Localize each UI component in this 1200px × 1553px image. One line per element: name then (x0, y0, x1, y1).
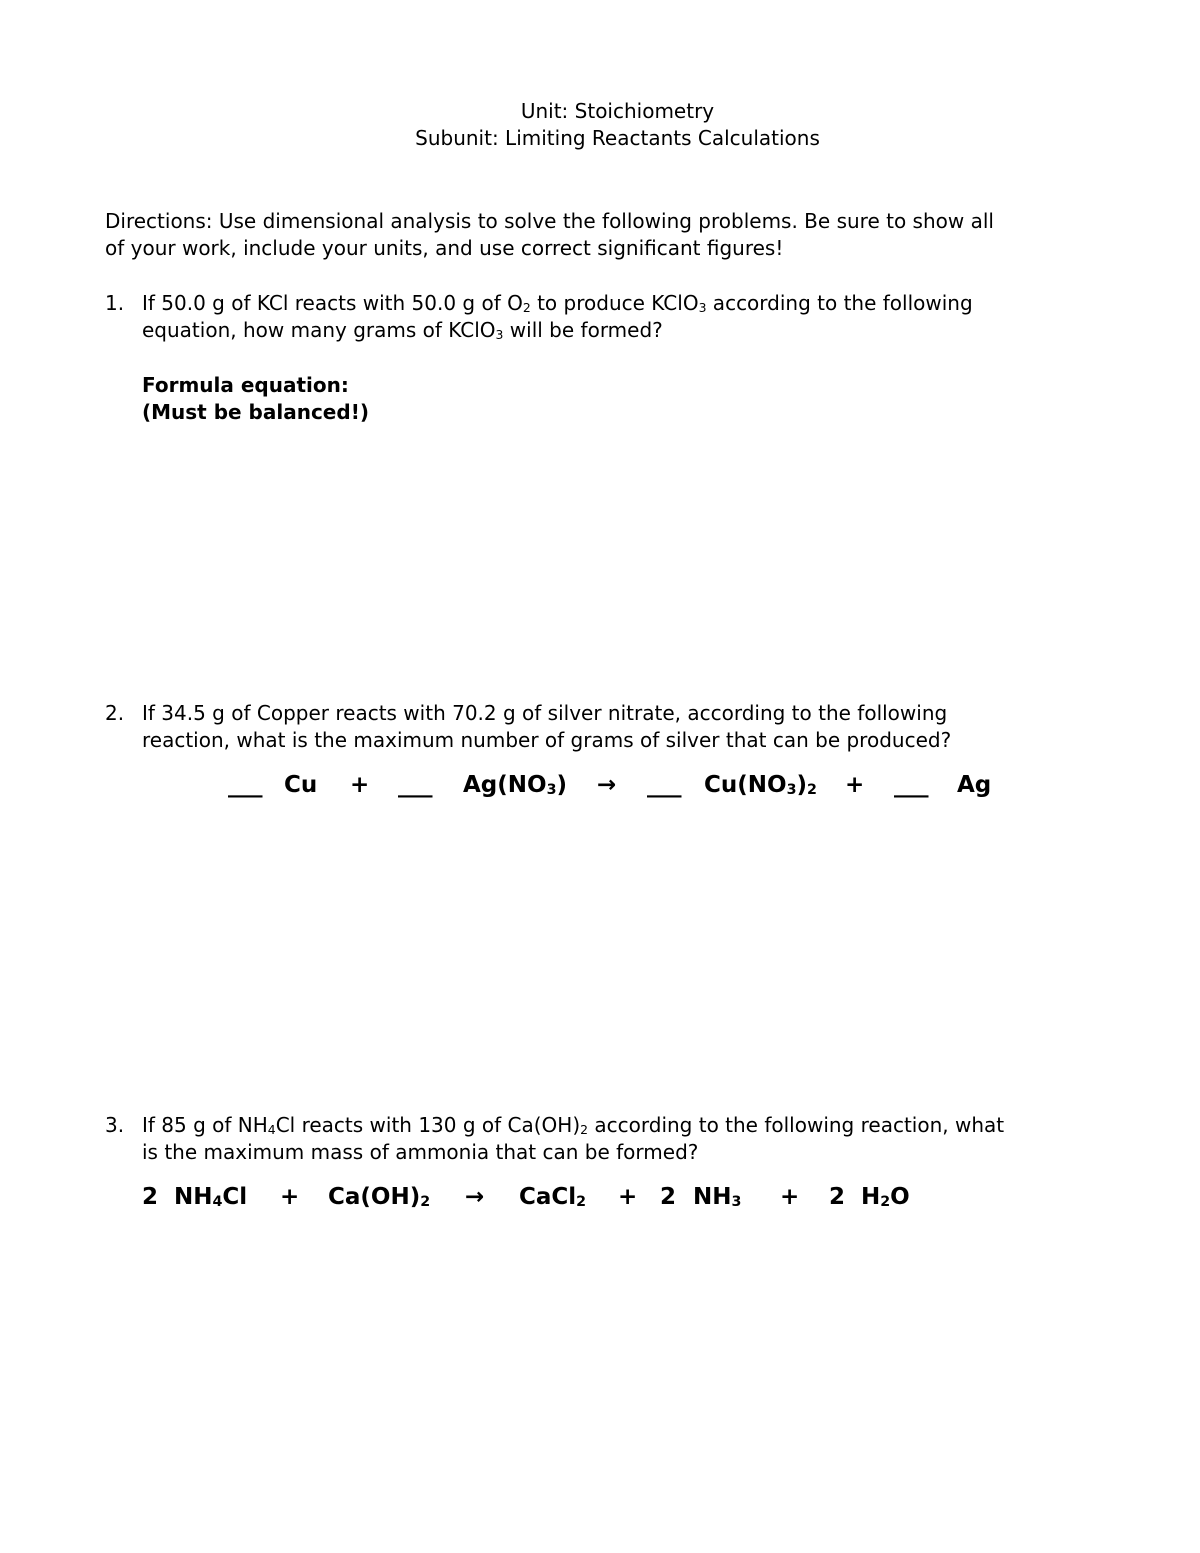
subscript: 2 (580, 1121, 589, 1137)
subscript: 2 (576, 1194, 587, 1211)
equation-2 (0, 772, 1200, 802)
problem-text (142, 290, 1065, 344)
problem-line-1: If 34.5 g of Copper reacts with 70.2 g of silver nitrate, according to the following (142, 701, 948, 725)
text-segment: Cl (222, 1184, 248, 1210)
reactant-cu: Cu (284, 772, 318, 798)
directions-line-2: of your work, include your units, and use correct significant figures! (105, 236, 784, 260)
product-copper-nitrate (704, 772, 817, 798)
product-ag: Ag (957, 772, 992, 798)
reaction-arrow: → (597, 772, 617, 798)
answer-blank-1[interactable]: ___ (228, 772, 263, 798)
problem-number: 2. (105, 701, 125, 725)
text-segment: equation, how many grams of KClO (142, 318, 496, 342)
subscript: 4 (212, 1194, 223, 1211)
plus-sign: + (780, 1184, 800, 1210)
text-segment: Cu(NO (704, 772, 787, 798)
subunit-title: Subunit: Limiting Reactants Calculations (415, 126, 820, 150)
problem-line-1 (142, 1112, 1065, 1139)
directions (105, 208, 1065, 262)
answer-blank-4[interactable]: ___ (894, 772, 929, 798)
subscript: 2 (880, 1194, 891, 1211)
problem-number: 3. (105, 1113, 125, 1137)
problem-line-1 (142, 290, 1065, 317)
text-segment: Cl reacts with 130 g of Ca(OH) (275, 1113, 581, 1137)
problem-text (142, 1112, 1065, 1166)
subscript: 2 (807, 782, 817, 799)
subscript: 3 (786, 782, 797, 799)
problem-number: 1. (105, 291, 125, 315)
answer-blank-3[interactable]: ___ (647, 772, 682, 798)
text-segment: Ca(OH) (328, 1184, 421, 1210)
text-segment: ) (556, 772, 568, 798)
directions-line-1: Directions: Use dimensional analysis to solve the following problems. Be sure to show all (105, 209, 994, 233)
reaction-arrow: → (465, 1184, 485, 1210)
answer-blank-2[interactable]: ___ (398, 772, 433, 798)
subscript: 3 (731, 1194, 742, 1211)
text-segment: NH (693, 1184, 732, 1210)
subscript: 4 (267, 1121, 276, 1137)
text-segment: according to the following (706, 291, 973, 315)
coefficient: 2 (142, 1184, 159, 1210)
text-segment: CaCl (519, 1184, 577, 1210)
problem-1 (105, 290, 1065, 344)
unit-title: Unit: Stoichiometry (520, 99, 715, 123)
reactant-silver-nitrate (463, 772, 567, 798)
coefficient: 2 (829, 1184, 846, 1210)
text-segment: H (861, 1184, 881, 1210)
subscript: 3 (698, 299, 707, 315)
text-segment: ) (796, 772, 808, 798)
reactant-ammonium-chloride (174, 1184, 247, 1210)
product-water (861, 1184, 910, 1210)
formula-note: (Must be balanced!) (142, 400, 369, 424)
text-segment: will be formed? (503, 318, 663, 342)
problem-text (142, 700, 1065, 754)
problem-line-2 (142, 317, 1065, 344)
subscript: 3 (495, 326, 504, 342)
subscript: 2 (522, 299, 531, 315)
formula-equation-label (142, 372, 369, 426)
coefficient: 2 (660, 1184, 677, 1210)
plus-sign: + (845, 772, 865, 798)
plus-sign: + (618, 1184, 638, 1210)
plus-sign: + (280, 1184, 300, 1210)
reactant-calcium-hydroxide (328, 1184, 430, 1210)
plus-sign: + (350, 772, 370, 798)
text-segment: If 85 g of NH (142, 1113, 268, 1137)
problem-3 (105, 1112, 1065, 1166)
problem-line-2: reaction, what is the maximum number of grams of silver that can be produced? (142, 728, 952, 752)
product-ammonia (693, 1184, 741, 1210)
product-calcium-chloride (519, 1184, 586, 1210)
text-segment: NH (174, 1184, 213, 1210)
text-segment: O (890, 1184, 910, 1210)
text-segment: If 50.0 g of KCl reacts with 50.0 g of O (142, 291, 523, 315)
header (0, 98, 1200, 152)
subscript: 3 (546, 782, 557, 799)
problem-line-2: is the maximum mass of ammonia that can be formed? (142, 1140, 699, 1164)
problem-2 (105, 700, 1065, 754)
equation-3 (0, 1184, 1200, 1214)
text-segment: to produce KClO (530, 291, 699, 315)
formula-label: Formula equation: (142, 373, 349, 397)
text-segment: according to the following reaction, what (588, 1113, 1005, 1137)
text-segment: Ag(NO (463, 772, 547, 798)
subscript: 2 (420, 1194, 431, 1211)
